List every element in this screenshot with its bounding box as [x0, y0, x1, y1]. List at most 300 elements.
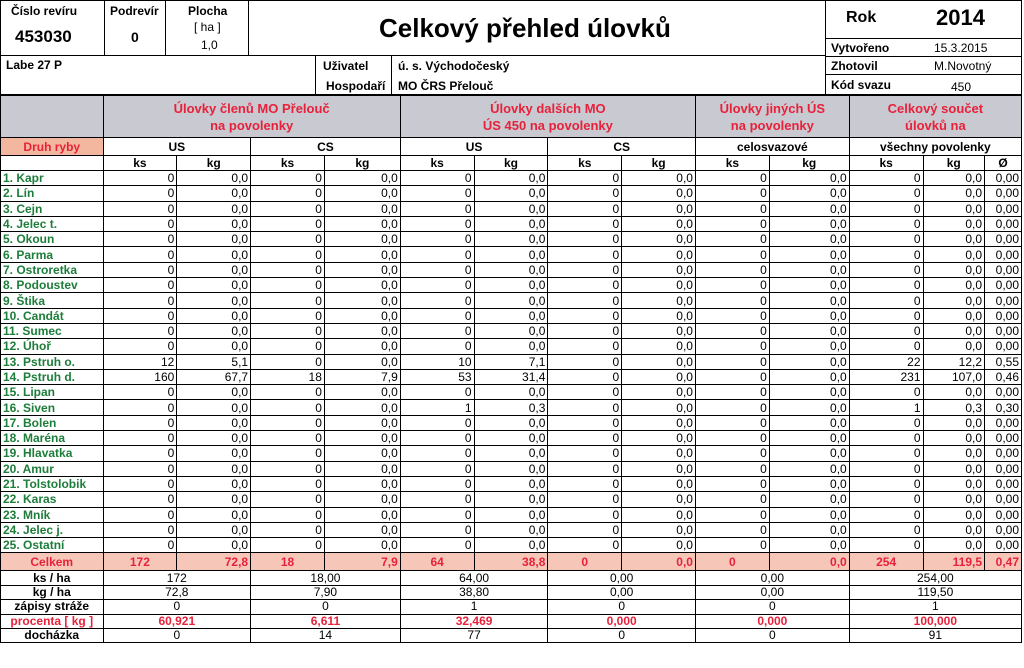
- table-cell: 0,0: [324, 461, 400, 476]
- table-cell: 0: [251, 293, 325, 308]
- table-cell: 0: [251, 507, 325, 522]
- table-cell: 0: [695, 171, 769, 186]
- table-cell: 0,0: [474, 461, 548, 476]
- table-cell: 0: [103, 186, 177, 201]
- table-cell: 0: [548, 293, 622, 308]
- table-cell: 0: [400, 278, 474, 293]
- table-cell: 0,0: [177, 308, 251, 323]
- table-cell: 0,0: [324, 492, 400, 507]
- table-cell: 0,0: [474, 232, 548, 247]
- unit-ks-header: ks: [400, 156, 474, 171]
- table-cell: 53: [400, 369, 474, 384]
- table-cell: 0: [251, 354, 325, 369]
- table-cell: 0,0: [177, 247, 251, 262]
- table-cell: 0: [849, 278, 923, 293]
- summary-cell: 91: [849, 628, 1021, 642]
- table-cell: 0,0: [177, 278, 251, 293]
- report-header: [0, 0, 1024, 95]
- table-cell: 0,0: [474, 538, 548, 553]
- table-cell: 0: [548, 476, 622, 491]
- table-cell: 0,0: [769, 385, 849, 400]
- summary-cell: 18,00: [251, 571, 401, 585]
- summary-row: [1, 600, 1022, 614]
- table-cell: 0,0: [923, 232, 985, 247]
- table-cell: 0: [849, 415, 923, 430]
- summary-cell: 0: [548, 628, 696, 642]
- table-cell: 0: [695, 247, 769, 262]
- species-name: 18. Maréna: [1, 431, 104, 446]
- table-cell: 0,00: [985, 262, 1022, 277]
- species-name: 4. Jelec t.: [1, 216, 104, 231]
- table-cell: 0: [548, 446, 622, 461]
- table-cell: 1: [400, 400, 474, 415]
- plocha-unit: [ ha ]: [194, 20, 221, 34]
- table-cell: 0,0: [324, 247, 400, 262]
- table-cell: 0: [400, 538, 474, 553]
- summary-row: [1, 585, 1022, 599]
- owner-values-cell: [391, 55, 826, 95]
- table-cell: 0,0: [622, 431, 696, 446]
- species-name: 5. Okoun: [1, 232, 104, 247]
- table-cell: 0: [400, 431, 474, 446]
- unit-kg-header: kg: [324, 156, 400, 171]
- table-cell: 0: [400, 186, 474, 201]
- table-cell: 0,0: [324, 278, 400, 293]
- table-cell: 0: [251, 262, 325, 277]
- podrevir-label: Podrevír: [110, 4, 159, 18]
- section-header-row: [1, 96, 1022, 138]
- summary-label: docházka: [1, 628, 104, 642]
- species-name: 7. Ostroretka: [1, 262, 104, 277]
- table-cell: 0: [849, 186, 923, 201]
- table-row: [1, 262, 1022, 277]
- table-row: [1, 522, 1022, 537]
- table-cell: 0,00: [985, 522, 1022, 537]
- species-name: 25. Ostatní: [1, 538, 104, 553]
- table-cell: 0: [103, 232, 177, 247]
- table-cell: 0: [400, 247, 474, 262]
- table-cell: 0: [548, 186, 622, 201]
- species-name: 16. Siven: [1, 400, 104, 415]
- table-cell: 0,0: [324, 171, 400, 186]
- kod-svazu-label: Kód svazu: [831, 78, 892, 92]
- table-cell: 0,0: [622, 323, 696, 338]
- table-cell: 0: [103, 323, 177, 338]
- catch-table: [0, 95, 1022, 643]
- table-cell: 0,0: [622, 308, 696, 323]
- table-row: [1, 323, 1022, 338]
- table-cell: 0,0: [769, 492, 849, 507]
- plocha-value: 1,0: [201, 38, 218, 52]
- table-row: [1, 507, 1022, 522]
- table-row: [1, 415, 1022, 430]
- table-cell: 0,0: [622, 492, 696, 507]
- table-row: [1, 538, 1022, 553]
- table-cell: 0,0: [622, 339, 696, 354]
- summary-label: procenta [ kg ]: [1, 614, 104, 628]
- table-cell: 0: [400, 293, 474, 308]
- table-cell: 0,0: [177, 171, 251, 186]
- table-cell: 0,0: [622, 476, 696, 491]
- table-cell: 0: [849, 262, 923, 277]
- table-cell: 0: [548, 339, 622, 354]
- table-cell: 0,0: [622, 262, 696, 277]
- table-cell: 0: [849, 522, 923, 537]
- table-cell: 0: [695, 354, 769, 369]
- table-cell: 0: [695, 538, 769, 553]
- table-cell: 0,0: [769, 431, 849, 446]
- table-cell: 0: [103, 171, 177, 186]
- table-cell: 0: [251, 323, 325, 338]
- summary-cell: 0,00: [695, 571, 849, 585]
- unit-row: [1, 156, 1022, 171]
- celkem-cell: 172: [103, 553, 177, 571]
- celkem-cell: 38,8: [474, 553, 548, 571]
- table-row: [1, 461, 1022, 476]
- table-cell: 0,0: [474, 293, 548, 308]
- unit-blank-cell: [1, 156, 104, 171]
- table-cell: 107,0: [923, 369, 985, 384]
- table-cell: 0,0: [769, 232, 849, 247]
- table-cell: 0: [103, 385, 177, 400]
- table-cell: 0,0: [177, 446, 251, 461]
- table-cell: 0,0: [324, 522, 400, 537]
- table-cell: 0: [548, 522, 622, 537]
- table-cell: 0: [548, 385, 622, 400]
- table-cell: 0: [400, 492, 474, 507]
- table-cell: 0,0: [769, 522, 849, 537]
- table-cell: 0,0: [177, 186, 251, 201]
- table-cell: 0: [251, 232, 325, 247]
- podrevir-cell: [104, 0, 166, 56]
- table-cell: 0: [849, 201, 923, 216]
- section-others: Úlovky dalších MO ÚS 450 na povolenky: [400, 96, 695, 138]
- table-cell: 0: [400, 232, 474, 247]
- revir-name-cell: [0, 55, 316, 95]
- table-cell: 0: [251, 522, 325, 537]
- table-cell: 0,00: [985, 201, 1022, 216]
- table-cell: 0,0: [622, 232, 696, 247]
- table-cell: 0: [548, 492, 622, 507]
- table-cell: 0: [400, 323, 474, 338]
- table-cell: 0: [849, 538, 923, 553]
- table-cell: 0: [695, 339, 769, 354]
- table-cell: 0: [103, 476, 177, 491]
- table-cell: 0,0: [177, 216, 251, 231]
- table-cell: 12: [103, 354, 177, 369]
- table-cell: 0,0: [474, 522, 548, 537]
- rok-label: Rok: [846, 9, 877, 26]
- table-cell: 0: [695, 431, 769, 446]
- table-cell: 0,0: [622, 171, 696, 186]
- table-cell: 0: [548, 171, 622, 186]
- table-cell: 0,3: [474, 400, 548, 415]
- table-cell: 0,0: [474, 262, 548, 277]
- summary-cell: 0: [251, 600, 401, 614]
- table-cell: 0: [849, 446, 923, 461]
- table-cell: 0: [103, 538, 177, 553]
- species-name: 13. Pstruh o.: [1, 354, 104, 369]
- table-cell: 0,0: [474, 247, 548, 262]
- table-cell: 0,0: [324, 339, 400, 354]
- table-cell: 0: [548, 354, 622, 369]
- celkem-cell: 0: [548, 553, 622, 571]
- uzivatel-label: Uživatel: [323, 59, 369, 73]
- table-cell: 0: [695, 522, 769, 537]
- table-cell: 0: [548, 461, 622, 476]
- table-cell: 0,0: [622, 400, 696, 415]
- table-cell: 0,0: [769, 400, 849, 415]
- table-cell: 0,0: [177, 492, 251, 507]
- summary-cell: 0: [103, 628, 251, 642]
- species-name: 6. Parma: [1, 247, 104, 262]
- table-cell: 0,0: [474, 201, 548, 216]
- table-row: [1, 492, 1022, 507]
- table-cell: 7,9: [324, 369, 400, 384]
- species-name: 8. Podoustev: [1, 278, 104, 293]
- summary-row: [1, 614, 1022, 628]
- summary-cell: 0: [695, 628, 849, 642]
- summary-cell: 0,000: [695, 614, 849, 628]
- table-cell: 0,0: [769, 415, 849, 430]
- section-total: Celkový součet úlovků na: [849, 96, 1021, 138]
- table-row: [1, 385, 1022, 400]
- zhotovil-label: Zhotovil: [831, 59, 878, 73]
- table-cell: 0,0: [923, 461, 985, 476]
- table-cell: 0,0: [177, 400, 251, 415]
- table-cell: 0: [849, 323, 923, 338]
- table-cell: 0: [849, 507, 923, 522]
- table-cell: 0: [548, 400, 622, 415]
- table-cell: 0: [849, 247, 923, 262]
- table-cell: 0: [400, 415, 474, 430]
- druh-ryby-header: Druh ryby: [1, 138, 104, 156]
- table-cell: 0,0: [769, 278, 849, 293]
- table-cell: 0,0: [324, 538, 400, 553]
- table-cell: 0: [251, 339, 325, 354]
- unit-kg-header: kg: [769, 156, 849, 171]
- table-row: [1, 446, 1022, 461]
- species-name: 14. Pstruh d.: [1, 369, 104, 384]
- table-cell: 0,0: [177, 232, 251, 247]
- table-cell: 0: [548, 308, 622, 323]
- table-cell: 0: [548, 431, 622, 446]
- table-cell: 0,0: [177, 538, 251, 553]
- table-cell: 0,0: [324, 323, 400, 338]
- summary-label: zápisy stráže: [1, 600, 104, 614]
- table-cell: 0,0: [177, 262, 251, 277]
- cislo-reviru-cell: [0, 0, 105, 56]
- table-cell: 0,0: [324, 262, 400, 277]
- table-cell: 0,0: [474, 492, 548, 507]
- table-cell: 0: [103, 262, 177, 277]
- table-cell: 0: [251, 308, 325, 323]
- table-cell: 0: [548, 247, 622, 262]
- summary-cell: 14: [251, 628, 401, 642]
- table-cell: 0,00: [985, 323, 1022, 338]
- celkem-cell: 0,0: [769, 553, 849, 571]
- table-cell: 0,0: [923, 293, 985, 308]
- table-cell: 0: [103, 461, 177, 476]
- table-cell: 0: [103, 400, 177, 415]
- table-cell: 0,0: [622, 216, 696, 231]
- table-cell: 0,0: [923, 431, 985, 446]
- table-cell: 0,0: [622, 369, 696, 384]
- table-cell: 0: [400, 262, 474, 277]
- summary-cell: 119,50: [849, 585, 1021, 599]
- table-cell: 0,00: [985, 492, 1022, 507]
- species-name: 3. Cejn: [1, 201, 104, 216]
- summary-cell: 38,80: [400, 585, 548, 599]
- table-cell: 0,0: [923, 278, 985, 293]
- table-cell: 0,0: [177, 415, 251, 430]
- table-cell: 0,0: [923, 186, 985, 201]
- table-cell: 0: [103, 415, 177, 430]
- section-other-us: Úlovky jiných ÚS na povolenky: [695, 96, 849, 138]
- table-cell: 0,00: [985, 216, 1022, 231]
- table-cell: 160: [103, 369, 177, 384]
- table-cell: 0: [251, 431, 325, 446]
- table-cell: 0,0: [923, 538, 985, 553]
- vytvoreno-cell: [825, 38, 1022, 57]
- table-cell: 0: [251, 278, 325, 293]
- table-row: [1, 186, 1022, 201]
- table-cell: 22: [849, 354, 923, 369]
- table-cell: 0: [695, 262, 769, 277]
- hospodari-label: Hospodaří: [326, 79, 386, 93]
- rok-cell: [825, 0, 1022, 39]
- cislo-reviru-label: Číslo revíru: [11, 4, 78, 18]
- table-cell: 0: [695, 323, 769, 338]
- table-cell: 0,0: [769, 293, 849, 308]
- table-cell: 0,0: [769, 171, 849, 186]
- table-cell: 0: [103, 522, 177, 537]
- summary-cell: 72,8: [103, 585, 251, 599]
- table-cell: 0,0: [769, 476, 849, 491]
- vytvoreno-label: Vytvořeno: [831, 41, 890, 55]
- table-cell: 0,0: [622, 201, 696, 216]
- table-row: [1, 354, 1022, 369]
- table-row: [1, 339, 1022, 354]
- summary-cell: 64,00: [400, 571, 548, 585]
- table-cell: 0: [849, 476, 923, 491]
- species-name: 23. Mník: [1, 507, 104, 522]
- table-cell: 0,0: [923, 201, 985, 216]
- table-cell: 0: [849, 293, 923, 308]
- table-cell: 0: [695, 308, 769, 323]
- table-cell: 0,00: [985, 339, 1022, 354]
- table-cell: 67,7: [177, 369, 251, 384]
- table-cell: 0,0: [769, 186, 849, 201]
- table-cell: 0: [103, 431, 177, 446]
- celkem-cell: 0,0: [622, 553, 696, 571]
- table-cell: 0,00: [985, 247, 1022, 262]
- summary-cell: 0: [103, 600, 251, 614]
- table-cell: 0: [400, 201, 474, 216]
- table-cell: 0,0: [622, 507, 696, 522]
- table-cell: 0,0: [324, 186, 400, 201]
- table-row: [1, 232, 1022, 247]
- kod-svazu-cell: [825, 74, 1022, 95]
- table-cell: 0,0: [177, 323, 251, 338]
- table-cell: 1: [849, 400, 923, 415]
- members-cs-header: CS: [251, 138, 401, 156]
- table-row: [1, 278, 1022, 293]
- species-name: 17. Bolen: [1, 415, 104, 430]
- table-row: [1, 308, 1022, 323]
- table-cell: 0,0: [177, 339, 251, 354]
- table-cell: 0: [548, 278, 622, 293]
- table-cell: 0: [849, 492, 923, 507]
- vsechny-header: všechny povolenky: [849, 138, 1021, 156]
- table-cell: 0,0: [324, 507, 400, 522]
- table-cell: 0: [400, 446, 474, 461]
- table-cell: 0,0: [324, 201, 400, 216]
- table-cell: 0,00: [985, 232, 1022, 247]
- unit-kg-header: kg: [474, 156, 548, 171]
- table-cell: 0,00: [985, 538, 1022, 553]
- table-cell: 231: [849, 369, 923, 384]
- table-cell: 0: [548, 507, 622, 522]
- table-cell: 0,0: [769, 507, 849, 522]
- table-cell: 0,0: [923, 507, 985, 522]
- summary-cell: 60,921: [103, 614, 251, 628]
- table-cell: 0: [695, 492, 769, 507]
- table-cell: 0,00: [985, 446, 1022, 461]
- celkem-label: Celkem: [1, 553, 104, 571]
- podrevir-value: 0: [131, 29, 139, 45]
- table-cell: 0,0: [177, 385, 251, 400]
- table-cell: 0,46: [985, 369, 1022, 384]
- table-cell: 0: [400, 385, 474, 400]
- table-cell: 0: [548, 323, 622, 338]
- table-cell: 0: [103, 339, 177, 354]
- summary-row: [1, 571, 1022, 585]
- table-cell: 0,00: [985, 415, 1022, 430]
- table-cell: 0,0: [622, 385, 696, 400]
- table-cell: 0: [103, 492, 177, 507]
- table-cell: 0,55: [985, 354, 1022, 369]
- table-cell: 0: [548, 216, 622, 231]
- table-cell: 0,0: [324, 400, 400, 415]
- celkem-cell: 119,5: [923, 553, 985, 571]
- table-cell: 0,0: [474, 385, 548, 400]
- species-name: 19. Hlavatka: [1, 446, 104, 461]
- table-cell: 0,0: [622, 446, 696, 461]
- table-cell: 0,0: [769, 446, 849, 461]
- table-cell: 0: [548, 201, 622, 216]
- table-cell: 0,0: [474, 476, 548, 491]
- species-name: 1. Kapr: [1, 171, 104, 186]
- summary-cell: 254,00: [849, 571, 1021, 585]
- table-cell: 0: [103, 216, 177, 231]
- table-cell: 0: [695, 507, 769, 522]
- table-cell: 0,0: [324, 216, 400, 231]
- table-cell: 0,30: [985, 400, 1022, 415]
- table-cell: 0,0: [622, 538, 696, 553]
- table-cell: 0: [849, 216, 923, 231]
- table-cell: 0,0: [474, 308, 548, 323]
- celkem-row: [1, 553, 1022, 571]
- table-cell: 0: [849, 431, 923, 446]
- table-cell: 7,1: [474, 354, 548, 369]
- species-name: 10. Candát: [1, 308, 104, 323]
- unit-kg-header: kg: [622, 156, 696, 171]
- table-cell: 0: [400, 461, 474, 476]
- table-cell: 0: [103, 293, 177, 308]
- table-cell: 0,0: [474, 431, 548, 446]
- cislo-reviru-value: 453030: [15, 27, 72, 46]
